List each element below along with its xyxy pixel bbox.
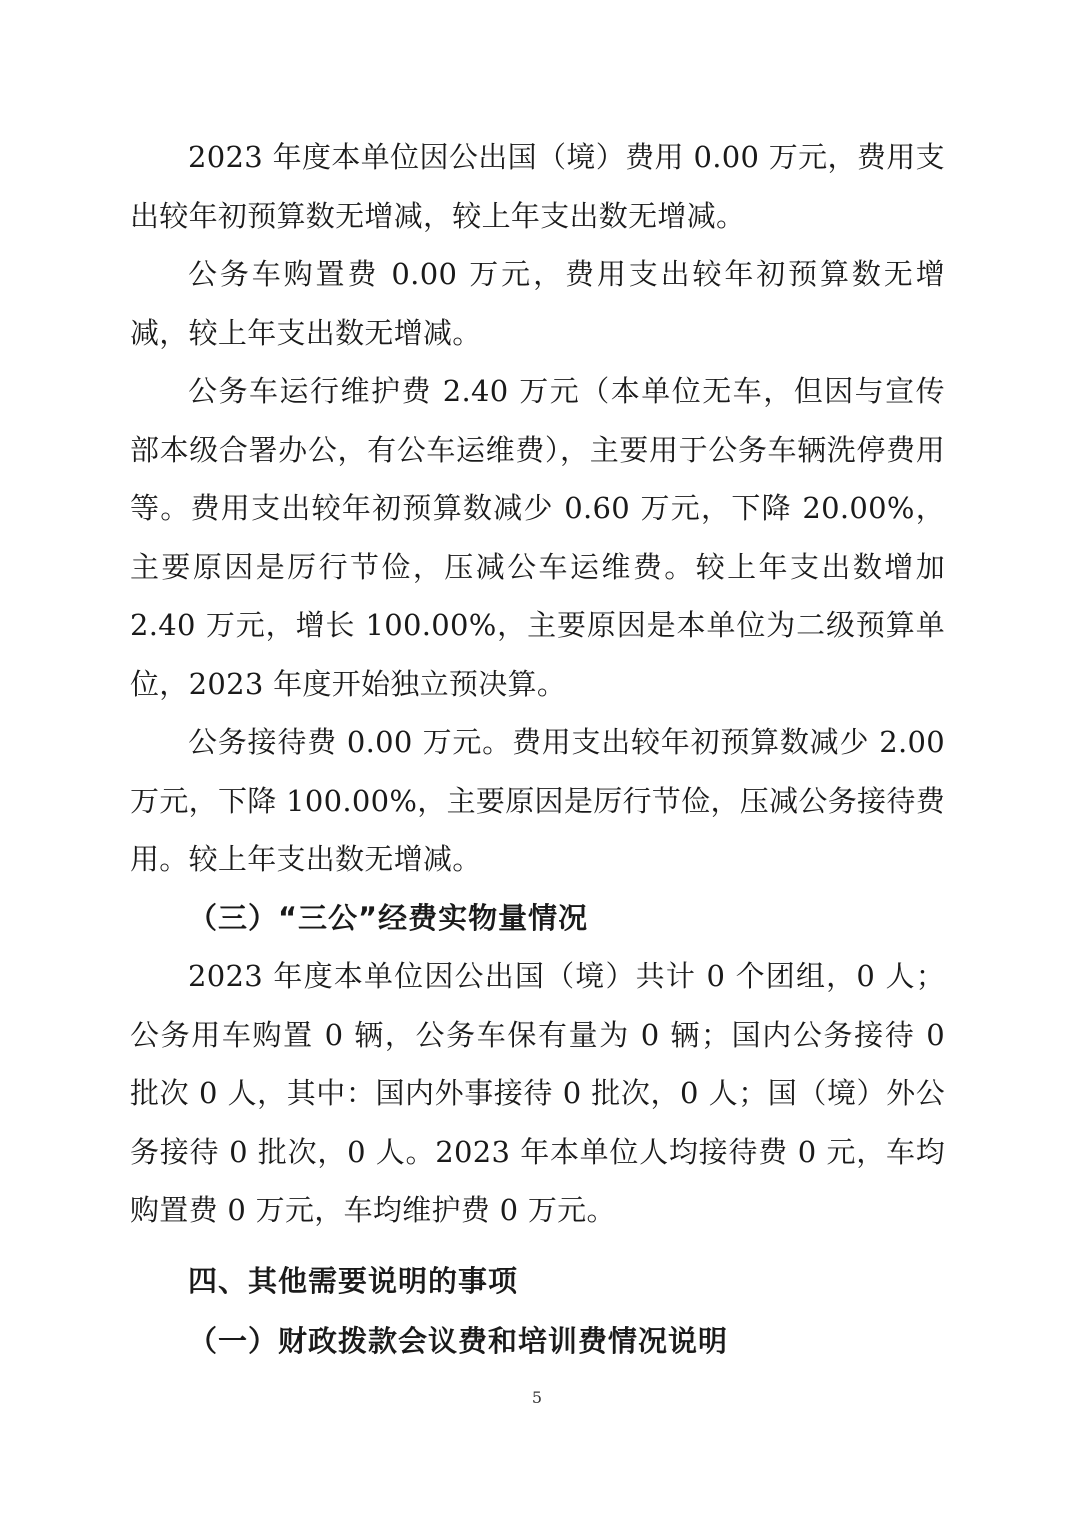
paragraph-reception-expense: 公务接待费 0.00 万元。费用支出较年初预算数减少 2.00 万元，下降 100.00%，主要原因是厉行节俭，压减公务接待费用。较上年支出数无增减。 — [130, 725, 945, 876]
paragraph-vehicle-purchase: 公务车购置费 0.00 万元，费用支出较年初预算数无增减，较上年支出数无增减。 — [130, 257, 945, 350]
heading-meeting-training-fees: （一）财政拨款会议费和培训费情况说明 — [188, 1324, 729, 1358]
paragraph-physical-quantities: 2023 年度本单位因公出国（境）共计 0 个团组，0 人；公务用车购置 0 辆，公务车保有量为 0 辆；国内公务接待 0 批次 0 人，其中：国内外事接待 0 批次，0 人；国（境）外公务接待 0 批次，0 人。2023 年本单位人均接待费 0 元，车均购置费 0 万元，车均维护费 0 万元。 — [130, 959, 945, 1227]
heading-three-public-quantities: （三）“三公”经费实物量情况 — [188, 900, 589, 935]
page-number: 5 — [531, 1388, 543, 1407]
paragraph-vehicle-maintenance: 公务车运行维护费 2.40 万元（本单位无车，但因与宣传部本级合署办公，有公车运维费），主要用于公务车辆洗停费用等。费用支出较年初预算数减少 0.60 万元，下降 20.00%，主要原因是厉行节俭，压减公车运维费。较上年支出数增加 2.40 万元，增长 100.00%，主要原因是本单位为二级预算单位，2023 年度开始独立预决算。 — [130, 374, 945, 701]
page-body — [130, 128, 945, 1371]
heading-other-matters: 四、其他需要说明的事项 — [188, 1263, 519, 1298]
paragraph-overseas-expense: 2023 年度本单位因公出国（境）费用 0.00 万元，费用支出较年初预算数无增减，较上年支出数无增减。 — [130, 140, 945, 233]
